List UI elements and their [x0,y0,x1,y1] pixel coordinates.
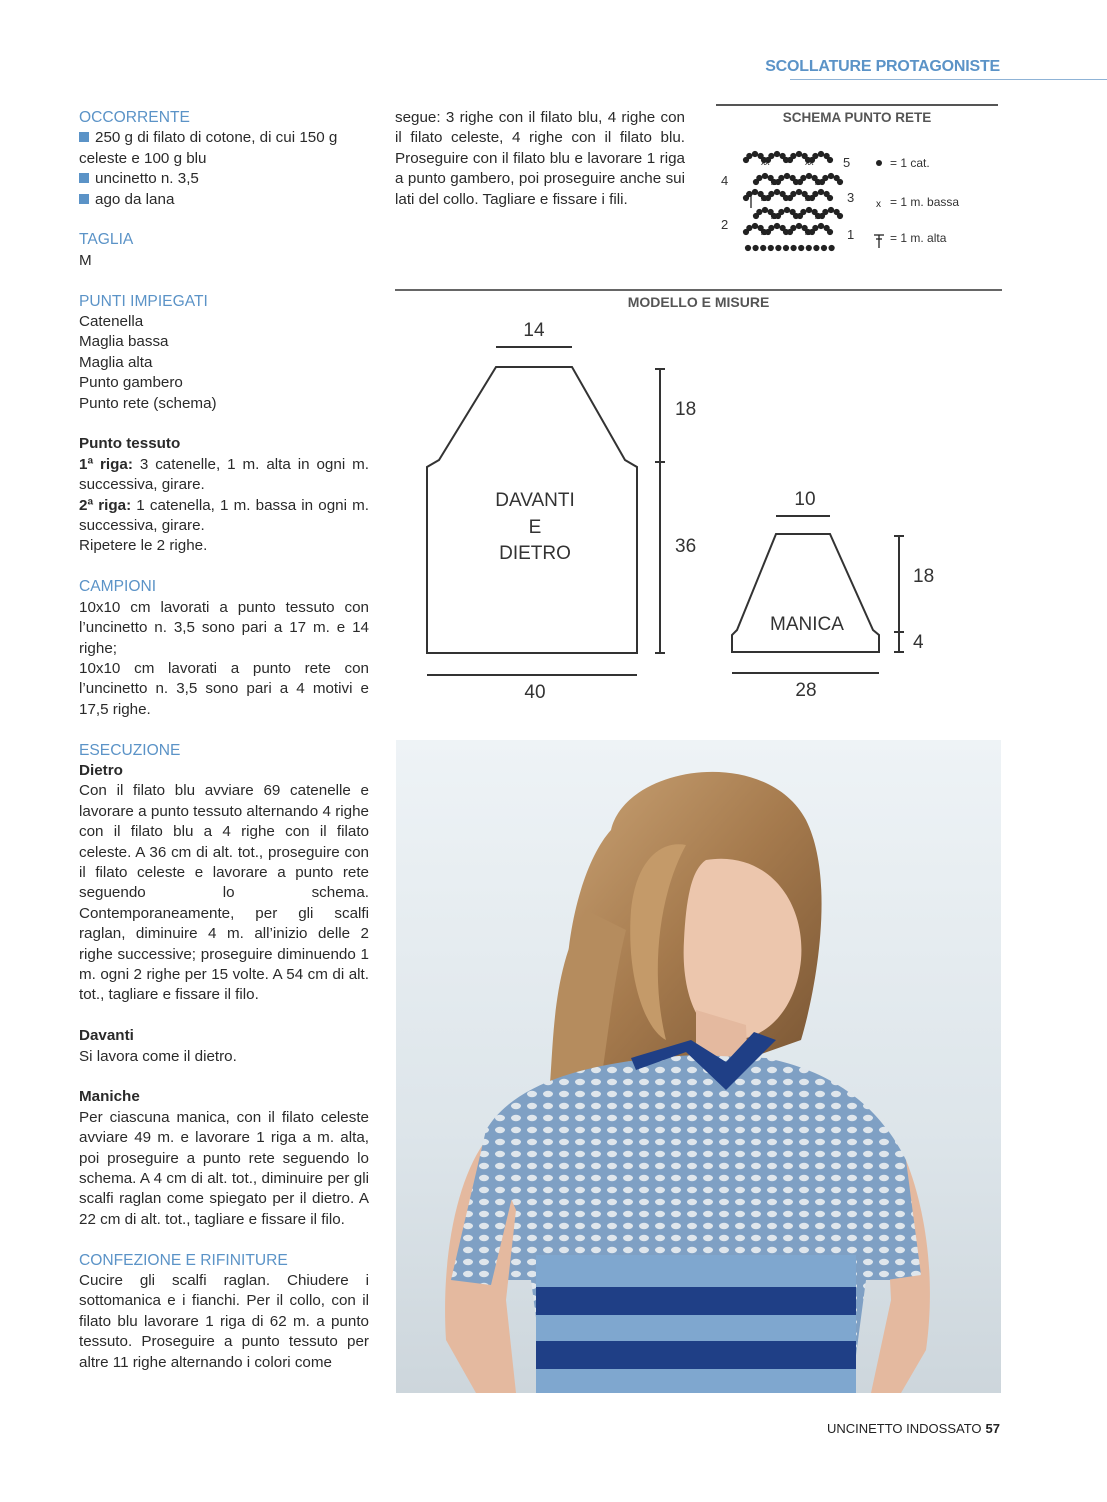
chain-stitch-dot [796,189,801,194]
confezione-text: Cucire gli scalfi raglan. Chiudere i sottomanica e i fianchi. Per il collo, con il filato blu lavorare 1 riga di 62 m. a punto tessuto. Proseguire a punto tessuto per altre 11 righe alternando i colori come [79,1272,369,1371]
chain-stitch-dot [818,189,823,194]
maniche-text: Per ciascuna manica, con il filato celeste avviare 49 m. e lavorare 1 riga a m. alta, poi proseguire a punto rete seguendo lo schema. A 4 cm di alt. tot., diminuire per gli scalfi raglan come spiegato per il dietro. A 22 cm di alt. tot., tagliare e fissare il filo. [79,1108,369,1228]
chain-stitch-dot [823,209,828,214]
chain-stitch-dot [757,175,762,180]
punti-item: Punto rete (schema) [79,394,217,412]
chain-stitch-dot [827,229,832,234]
left-column [79,108,369,1373]
body-top-measure: 14 [523,320,545,341]
legend-tee-icon [874,235,884,248]
chain-stitch-dot [796,151,801,156]
chain-stitch-dot [791,191,796,196]
chain-stitch-dot [829,245,834,250]
maniche-title: Maniche [79,1088,140,1106]
occorrente-heading: OCCORRENTE [79,109,190,126]
chain-stitch-dot [813,225,818,230]
single-crochet-x: x [815,211,820,221]
riga-repeat: Ripetere le 2 righe. [79,537,208,555]
sleeve-top-measure: 10 [794,489,816,510]
chain-stitch-dot [768,245,773,250]
single-crochet-x: x [761,227,766,237]
chain-stitch-dot [784,207,789,212]
chain-stitch-dot [801,209,806,214]
schema-rule [716,104,998,106]
chain-stitch-dot [813,153,818,158]
sleeve-label: MANICA [770,614,844,635]
bullet-icon [79,132,89,142]
occorrente-item: 250 g di filato di cotone, di cui 150 g celeste e 100 g blu [79,129,338,167]
legend-x-icon: x [876,199,881,210]
stitch-chart [743,151,842,250]
modello-title: MODELLO E MISURE [627,294,770,310]
schema-title: SCHEMA PUNTO RETE [782,110,932,125]
page-footer [827,1421,1000,1436]
riga-1: 1ª riga: 3 catenelle, 1 m. alta in ogni m. successiva, girare. [79,455,369,494]
chain-stitch-dot [774,151,779,156]
riga-2: 2ª riga: 1 catenella, 1 m. bassa in ogni m. successiva, girare. [79,496,369,535]
single-crochet-x: x [819,211,824,221]
single-crochet-x: x [809,227,814,237]
chain-stitch-dot [806,245,811,250]
single-crochet-x: x [771,177,776,187]
body-width-measure: 40 [524,682,546,703]
chain-stitch-dot [762,173,767,178]
body-label-davanti: DAVANTI [495,490,575,511]
sleeve-width-measure: 28 [795,680,817,701]
chain-stitch-dot [769,191,774,196]
row-number-1: 1 [847,227,855,242]
photo-illustration [396,740,1001,1393]
chain-stitch-dot [762,207,767,212]
chain-stitch-dot [818,151,823,156]
model-photo [396,740,1001,1393]
chain-stitch-dot [791,225,796,230]
single-crochet-x: x [805,227,810,237]
single-crochet-x: x [771,211,776,221]
campioni-text-2: 10x10 cm lavorati a punto rete con l’uncinetto n. 3,5 sono pari a 4 motivi e 17,5 righe. [79,659,369,718]
punti-item: Maglia alta [79,353,153,371]
single-crochet-x: x [761,193,766,203]
chain-stitch-dot [779,209,784,214]
esecuzione-heading: ESECUZIONE [79,741,181,759]
legend-dot-icon [876,160,882,166]
dietro-text: Con il filato blu avviare 69 catenelle e lavorare a punto tessuto alternando 4 righe con il filato blu a 4 righe con il filato celeste. A 36 cm di alt. tot., proseguire con il filato celeste e lavorare a punto rete seguendo lo schema. Contemporaneamente, per gli scalfi raglan, diminuire 4 m. all’inizio delle 2 righe successive; proseguire diminuendo 1 m. ogni 2 righe per 15 volte. A 54 cm di alt. tot., tagliare e fissare il filo. [79,782,369,1004]
schema-diagram [716,140,1001,258]
chain-stitch-dot [806,207,811,212]
bullet-icon [79,173,89,183]
punti-heading: PUNTI IMPIEGATI [79,292,208,310]
chain-stitch-dot [747,153,752,158]
chain-stitch-dot [774,189,779,194]
chain-stitch-dot [761,245,766,250]
davanti-text: Si lavora come il dietro. [79,1047,237,1065]
body-label-dietro: DIETRO [499,543,571,564]
chain-stitch-dot [753,245,758,250]
chain-stitch-dot [837,179,842,184]
occorrente-item: ago da lana [79,190,369,210]
single-crochet-x: x [819,177,824,187]
row-number-5: 5 [843,155,851,170]
chain-stitch-dot [813,191,818,196]
single-crochet-x: x [805,157,810,167]
section-title: SCOLLATURE PROTAGONISTE [765,58,1000,75]
single-crochet-x: x [775,211,780,221]
chain-stitch-dot [747,225,752,230]
chain-stitch-dot [806,173,811,178]
single-crochet-x: x [765,157,770,167]
legend-label: = 1 cat. [890,156,930,170]
modello-diagram [395,300,1002,710]
taglia-value: M [79,251,92,269]
punti-item: Catenella [79,313,144,331]
chain-stitch-dot [791,153,796,158]
chain-stitch-dot [814,245,819,250]
chain-stitch-dot [774,223,779,228]
punto-tessuto-title: Punto tessuto [79,435,181,453]
single-crochet-x: x [809,193,814,203]
header-rule [790,79,1107,80]
page-number: 57 [985,1421,1000,1436]
chain-stitch-dot [828,173,833,178]
sleeve-raglan-measure: 18 [913,566,935,587]
chain-stitch-dot [783,245,788,250]
chain-stitch-dot [779,175,784,180]
occorrente-item: uncinetto n. 3,5 [79,169,369,189]
row-number-4: 4 [721,173,729,188]
chain-stitch-dot [791,245,796,250]
body-label-e: E [528,517,542,538]
single-crochet-x: x [809,157,814,167]
single-crochet-x: x [805,193,810,203]
sleeve-height-measure: 4 [913,632,924,653]
chain-stitch-dot [769,153,774,158]
dietro-title: Dietro [79,761,123,779]
chain-stitch-dot [799,245,804,250]
chain-stitch-dot [769,225,774,230]
single-crochet-x: x [765,193,770,203]
punti-item: Maglia bassa [79,333,169,351]
chain-stitch-dot [796,223,801,228]
legend-label: = 1 m. alta [890,231,947,245]
single-crochet-x: x [765,227,770,237]
body-height-measure: 36 [675,536,697,557]
chain-stitch-dot [776,245,781,250]
single-crochet-x: x [815,177,820,187]
body-raglan-measure: 18 [675,399,697,420]
taglia-heading: TAGLIA [79,231,134,249]
chain-stitch-dot [828,207,833,212]
chain-stitch-dot [752,151,757,156]
chain-stitch-dot [827,195,832,200]
chain-stitch-dot [752,223,757,228]
magazine-name: UNCINETTO INDOSSATO [826,1421,982,1436]
legend-label: = 1 m. bassa [890,195,960,209]
single-crochet-x: x [761,157,766,167]
row-number-3: 3 [847,190,855,205]
modello-rule [395,289,1002,291]
confezione-continued: segue: 3 righe con il filato blu, 4 righe con il filato celeste, 4 righe con il filato blu. Proseguire con il filato blu e lavorare 1 riga a punto gambero, poi proseguire anche sui lati del collo. Tagliare e fissare i fili. [395,109,685,208]
chain-stitch-dot [827,157,832,162]
davanti-title: Davanti [79,1027,134,1045]
chain-stitch-dot [821,245,826,250]
chain-stitch-dot [757,209,762,214]
chain-stitch-dot [801,175,806,180]
row-number-2: 2 [721,217,729,232]
chain-stitch-dot [823,175,828,180]
chain-stitch-dot [784,173,789,178]
bullet-icon [79,194,89,204]
chain-stitch-dot [745,245,750,250]
campioni-text-1: 10x10 cm lavorati a punto tessuto con l’uncinetto n. 3,5 sono pari a 17 m. e 14 righe; [79,598,369,657]
single-crochet-x: x [775,177,780,187]
chain-stitch-dot [837,213,842,218]
chain-stitch-dot [818,223,823,228]
punti-item: Punto gambero [79,374,183,392]
campioni-heading: CAMPIONI [79,578,157,596]
confezione-heading: CONFEZIONE E RIFINITURE [79,1251,288,1269]
